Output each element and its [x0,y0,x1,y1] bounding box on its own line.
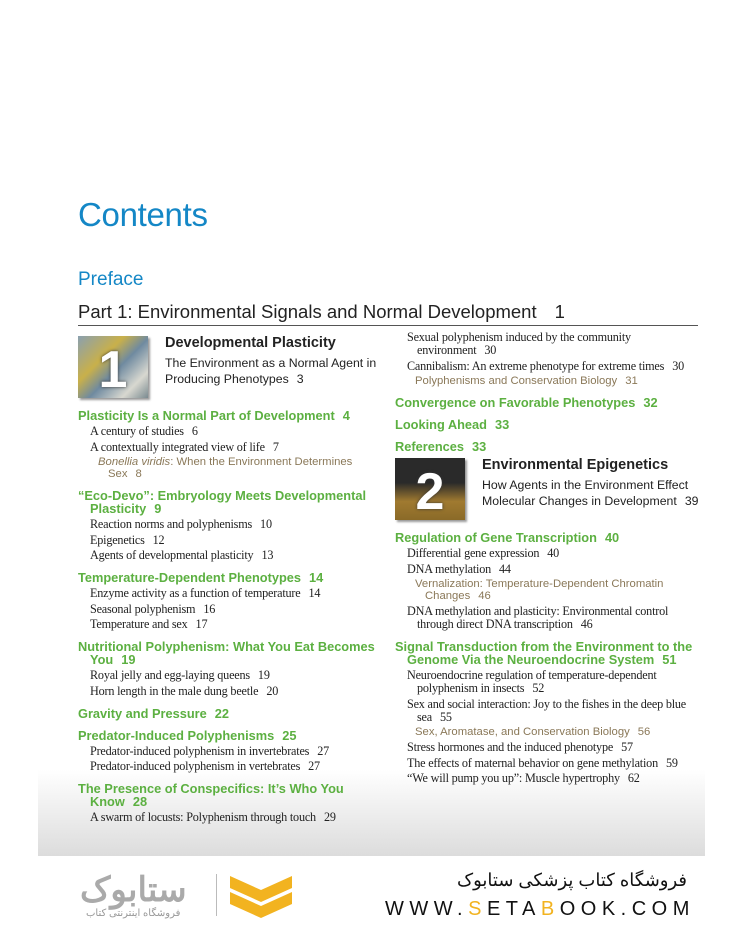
entry-text: : When the Environment Determines Sex [108,456,353,480]
toc-left-column [78,331,383,827]
entry-text: The Presence of Conspecifics: It’s Who You Know [78,781,344,809]
chapter-entry [395,458,705,520]
store-name: فروشگاه کتاب پزشکی ستابوک [457,870,687,890]
page-number: 14 [308,586,321,600]
section-heading [78,409,383,422]
page-number: 4 [342,408,350,423]
entry-text: Royal jelly and egg-laying queens [90,668,250,682]
chapter-number: 2 [415,463,445,520]
subsection-entry [407,360,705,373]
page-number: 57 [621,740,633,754]
entry-text: Plasticity Is a Normal Part of Development [78,408,335,423]
subsection-entry [407,547,705,560]
entry-text: Vernalization: Temperature-Dependent Chromatin Changes [415,578,664,602]
subsection-entry [90,425,383,438]
entry-text: “Eco-Devo”: Embryology Meets Developmental Plasticity [78,488,366,516]
section-heading [395,396,705,409]
chapter-subtitle [165,356,383,387]
page-number: 44 [499,561,511,576]
chapter-image [395,458,465,520]
page-title: Contents [78,196,208,233]
toc-preface: Preface [78,269,144,290]
subsection-entry [90,685,383,698]
footer-banner [0,856,743,929]
page-number: 16 [203,601,216,616]
subsection-entry [90,549,383,562]
url-part: ETA [486,898,541,920]
entry-text: Enzyme activity as a function of temperature [90,586,301,600]
box-entry [415,726,705,738]
url-part: WWW. [385,898,469,920]
entry-text: Nutritional Polyphenism: What You Eat Becomes You [78,639,375,667]
subsection-entry [90,760,383,773]
page-number: 10 [260,517,272,531]
entry-text: Reaction norms and polyphenisms [90,517,253,531]
entry-text: A swarm of locusts: Polyphenism through touch [90,810,316,824]
entry-text: Polyphenisms and Conservation Biology [415,375,618,387]
subsection-entry [90,669,383,682]
chapter-subtitle-text: How Agents in the Environment Effect Molecular Changes in Development [482,478,689,508]
url-part: B [540,898,560,920]
page-number: 22 [214,705,229,721]
page-number: 12 [152,532,165,547]
page-number: 13 [261,548,274,562]
page-number: 33 [494,417,510,432]
section-heading [395,418,705,431]
box-entry [98,456,383,480]
box-entry [415,578,705,602]
chapter-subtitle [482,478,705,509]
part-label: Part 1: Environmental Signals and Normal Development [78,301,537,322]
page-number: 29 [323,810,336,824]
subsection-entry [90,603,383,616]
entry-text: Sex and social interaction: Joy to the fishes in the deep blue sea [407,696,687,724]
section-heading [78,571,383,584]
page-number: 52 [532,681,545,695]
entry-text: A contextually integrated view of life [90,439,265,454]
entry-text: Convergence on Favorable Phenotypes [395,395,636,410]
entry-text: References [395,439,465,454]
section-heading [395,440,705,453]
entry-text: Seasonal polyphenism [90,601,196,616]
page-number: 46 [580,617,593,631]
subsection-entry [90,618,383,631]
subsection-entry [90,518,383,531]
page-number: 14 [309,570,324,585]
page-number: 33 [472,439,487,454]
entry-text: Predator-Induced Polyphenisms [78,727,275,743]
subsection-entry [407,605,705,631]
subsection-entry [90,587,383,600]
chapter-image [78,336,148,398]
entry-text: Differential gene expression [407,546,540,560]
chapter-number: 1 [98,341,128,398]
url-part: OOK.COM [559,898,695,920]
page-number: 9 [154,501,162,516]
page-number: 40 [604,530,620,545]
url-part: S [468,898,487,920]
entry-text: Epigenetics [90,532,145,547]
page-number: 40 [547,546,560,560]
entry-text: Looking Ahead [395,417,487,432]
entry-text: Gravity and Pressure [78,705,207,721]
page-number: 8 [135,468,142,480]
entry-text: DNA methylation [407,561,491,576]
page-number: 25 [282,727,297,743]
page-number: 27 [308,759,320,773]
subsection-entry [407,757,705,770]
entry-text: Regulation of Gene Transcription [395,530,597,545]
box-entry [415,375,705,387]
page-number: 30 [484,343,497,357]
entry-text: The effects of maternal behavior on gene methylation [407,755,658,770]
page-number: 56 [637,726,651,738]
entry-text: Predator-induced polyphenism in vertebrates [90,759,301,773]
section-heading [78,489,383,515]
subsection-entry [90,534,383,547]
entry-text: “We will pump you up”: Muscle hypertrophy [407,771,620,785]
page-number: 39 [684,493,699,508]
entry-text: Stress hormones and the induced phenotype [407,740,614,754]
page-number: 3 [296,371,304,386]
subsection-entry [407,331,705,357]
entry-text: Neuroendocrine regulation of temperature-dependent polyphenism in insects [407,668,657,695]
section-heading [78,729,383,742]
page-number: 20 [266,683,279,698]
entry-text: Cannibalism: An extreme phenotype for extreme times [407,358,665,373]
entry-text: Horn length in the male dung beetle [90,683,259,698]
subsection-entry [90,811,383,824]
toc-right-column [395,331,705,788]
page-number: 32 [643,395,658,410]
page-number: 55 [439,709,452,724]
subsection-entry [407,741,705,754]
toc-part-heading [78,301,565,323]
page-number: 62 [627,771,640,785]
page-number: 19 [257,668,270,682]
section-heading [78,707,383,720]
entry-text: Predator-induced polyphenism in invertebrates [90,743,310,758]
part-page: 1 [554,301,565,322]
page-number: 59 [665,755,678,770]
page-number: 6 [191,424,198,438]
subsection-entry [407,772,705,785]
section-heading [78,640,383,666]
chapter-text [165,336,383,398]
entry-text: Temperature and sex [90,617,188,631]
divider [78,325,698,326]
section-heading [395,640,705,666]
page-number: 30 [672,358,684,373]
page-number: 7 [272,439,279,454]
entry-text: DNA methylation and plasticity: Environmental control through direct DNA transcription [407,604,669,631]
page-number: 28 [132,794,148,809]
logo-text: ستابوک [80,871,187,909]
section-heading [395,531,705,544]
italic-term: Bonellia viridis [98,456,171,468]
entry-text: Temperature-Dependent Phenotypes [78,570,302,585]
page-number: 46 [478,590,491,602]
subsection-entry [407,698,705,724]
store-url[interactable] [385,898,695,921]
logo-chevron-icon [230,876,292,918]
logo-divider [216,874,217,916]
page-number: 51 [662,652,677,667]
section-heading [78,782,383,808]
page-number: 17 [195,617,208,631]
chapter-text [482,458,705,520]
subsection-entry [407,669,705,695]
chapter-subtitle-text: The Environment as a Normal Agent in Producing Phenotypes [165,356,377,386]
entry-text: Agents of developmental plasticity [90,548,254,562]
entry-text: Signal Transduction from the Environment to the Genome Via the Neuroendocrine System [395,639,693,667]
chapter-entry [78,336,383,398]
page-number: 31 [625,375,638,387]
page-number: 19 [121,652,136,667]
subsection-entry [90,441,383,454]
subsection-entry [90,745,383,758]
page-number: 27 [317,743,330,758]
chapter-title: Developmental Plasticity [165,335,336,351]
entry-text: Sexual polyphenism induced by the community environment [407,330,631,357]
entry-text: Sex, Aromatase, and Conservation Biology [415,726,630,738]
subsection-entry [407,563,705,576]
entry-text: A century of studies [90,424,184,438]
chapter-title: Environmental Epigenetics [482,457,669,473]
logo-subtitle: فروشگاه اینترنتی کتاب [86,908,181,919]
